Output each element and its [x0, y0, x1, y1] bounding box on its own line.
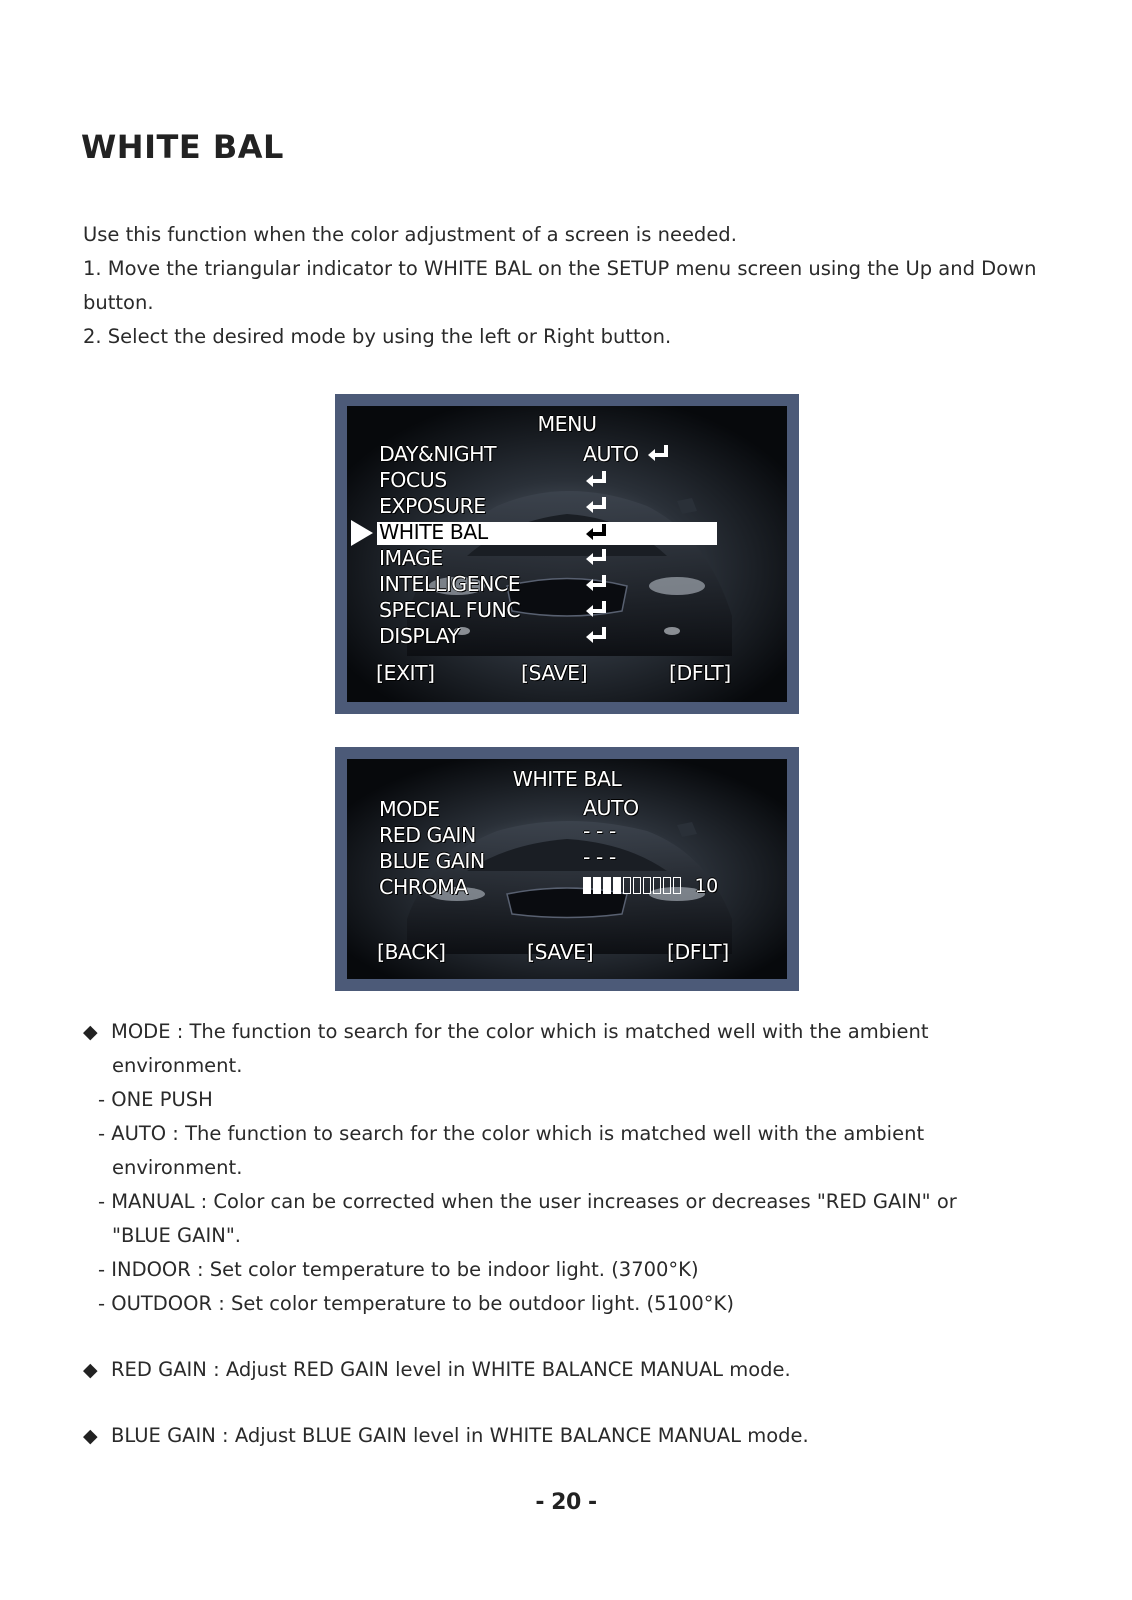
diamond-bullet-icon: ◆ — [83, 1359, 98, 1381]
enter-arrow-icon[interactable] — [583, 468, 609, 490]
save-button[interactable]: [SAVE] — [521, 661, 588, 685]
option-auto: - AUTO : The function to search for the color which is matched well with the ambient — [98, 1122, 925, 1145]
white-bal-osd-screenshot — [335, 747, 799, 991]
back-button[interactable]: [BACK] — [377, 940, 446, 964]
white-bal-heading: WHITE BAL — [512, 767, 622, 791]
chroma-level-block — [633, 877, 641, 894]
red-gain-value[interactable]: - - - — [583, 819, 616, 843]
chroma-level-block — [653, 877, 661, 894]
mode-label[interactable]: MODE — [379, 797, 440, 821]
red-gain-description-text: RED GAIN : Adjust RED GAIN level in WHITE BALANCE MANUAL mode. — [111, 1358, 791, 1381]
enter-arrow-icon[interactable] — [583, 598, 609, 620]
blue-gain-description — [83, 1419, 1083, 1453]
menu-item-exposure[interactable]: EXPOSURE — [379, 494, 486, 518]
blue-gain-description-text: BLUE GAIN : Adjust BLUE GAIN level in WHITE BALANCE MANUAL mode. — [111, 1424, 809, 1447]
chroma-level-block — [663, 877, 671, 894]
diamond-bullet-icon: ◆ — [83, 1425, 98, 1447]
enter-arrow-icon — [645, 442, 671, 464]
option-one-push: - ONE PUSH — [98, 1088, 213, 1111]
chroma-label[interactable]: CHROMA — [379, 875, 468, 899]
chroma-level-block — [583, 877, 591, 894]
page-title: WHITE BAL — [81, 128, 284, 166]
save-button[interactable]: [SAVE] — [527, 940, 594, 964]
blue-gain-value[interactable]: - - - — [583, 845, 616, 869]
menu-item-focus[interactable]: FOCUS — [379, 468, 447, 492]
option-manual: - MANUAL : Color can be corrected when the user increases or decreases "RED GAIN" or — [98, 1190, 957, 1213]
description-section — [83, 1015, 1083, 1453]
chroma-level-block — [643, 877, 651, 894]
blue-gain-label[interactable]: BLUE GAIN — [379, 849, 485, 873]
intro-text — [83, 218, 1073, 354]
chroma-value: 10 — [694, 875, 718, 897]
intro-line: 1. Move the triangular indicator to WHITE BAL on the SETUP menu screen using the Up and Down button. — [83, 257, 1037, 314]
red-gain-label[interactable]: RED GAIN — [379, 823, 476, 847]
enter-arrow-icon[interactable] — [583, 546, 609, 568]
menu-item-display[interactable]: DISPLAY — [379, 624, 460, 648]
chroma-level-block — [593, 877, 601, 894]
option-auto-cont: environment. — [112, 1156, 243, 1179]
triangle-pointer-icon — [351, 520, 373, 546]
page-number: - 20 - — [535, 1490, 597, 1515]
menu-item-white-bal[interactable]: WHITE BAL — [379, 520, 488, 544]
menu-item-special-func[interactable]: SPECIAL FUNC — [379, 598, 521, 622]
mode-value[interactable]: AUTO — [583, 796, 639, 820]
intro-line: 2. Select the desired mode by using the left or Right button. — [83, 325, 672, 348]
osd-screen — [347, 406, 787, 702]
mode-description-text: MODE : The function to search for the color which is matched well with the ambient — [111, 1020, 929, 1043]
menu-item-image[interactable]: IMAGE — [379, 546, 443, 570]
menu-item-intelligence[interactable]: INTELLIGENCE — [379, 572, 521, 596]
chroma-level-block — [673, 877, 681, 894]
enter-arrow-icon[interactable] — [583, 494, 609, 516]
mode-description — [83, 1015, 1083, 1049]
intro-line: Use this function when the color adjustment of a screen is needed. — [83, 223, 737, 246]
enter-arrow-icon[interactable] — [583, 521, 609, 543]
option-outdoor: - OUTDOOR : Set color temperature to be outdoor light. (5100°K) — [98, 1292, 734, 1315]
chroma-slider[interactable] — [583, 875, 718, 897]
option-indoor: - INDOOR : Set color temperature to be indoor light. (3700°K) — [98, 1258, 699, 1281]
enter-arrow-icon[interactable] — [583, 624, 609, 646]
osd-screen — [347, 759, 787, 979]
option-manual-cont: "BLUE GAIN". — [112, 1224, 241, 1247]
red-gain-description — [83, 1353, 1083, 1387]
mode-description-cont: environment. — [112, 1054, 243, 1077]
enter-arrow-icon[interactable] — [583, 572, 609, 594]
default-button[interactable]: [DFLT] — [667, 940, 729, 964]
day-night-value-text: AUTO — [583, 442, 639, 466]
exit-button[interactable]: [EXIT] — [376, 661, 435, 685]
day-night-value — [583, 442, 671, 466]
diamond-bullet-icon: ◆ — [83, 1021, 98, 1043]
default-button[interactable]: [DFLT] — [669, 661, 731, 685]
menu-osd-screenshot — [335, 394, 799, 714]
menu-item-day-night[interactable]: DAY&NIGHT — [379, 442, 497, 466]
chroma-level-block — [613, 877, 621, 894]
chroma-level-bar — [583, 875, 683, 897]
chroma-level-block — [603, 877, 611, 894]
menu-heading: MENU — [537, 412, 597, 436]
chroma-level-block — [623, 877, 631, 894]
